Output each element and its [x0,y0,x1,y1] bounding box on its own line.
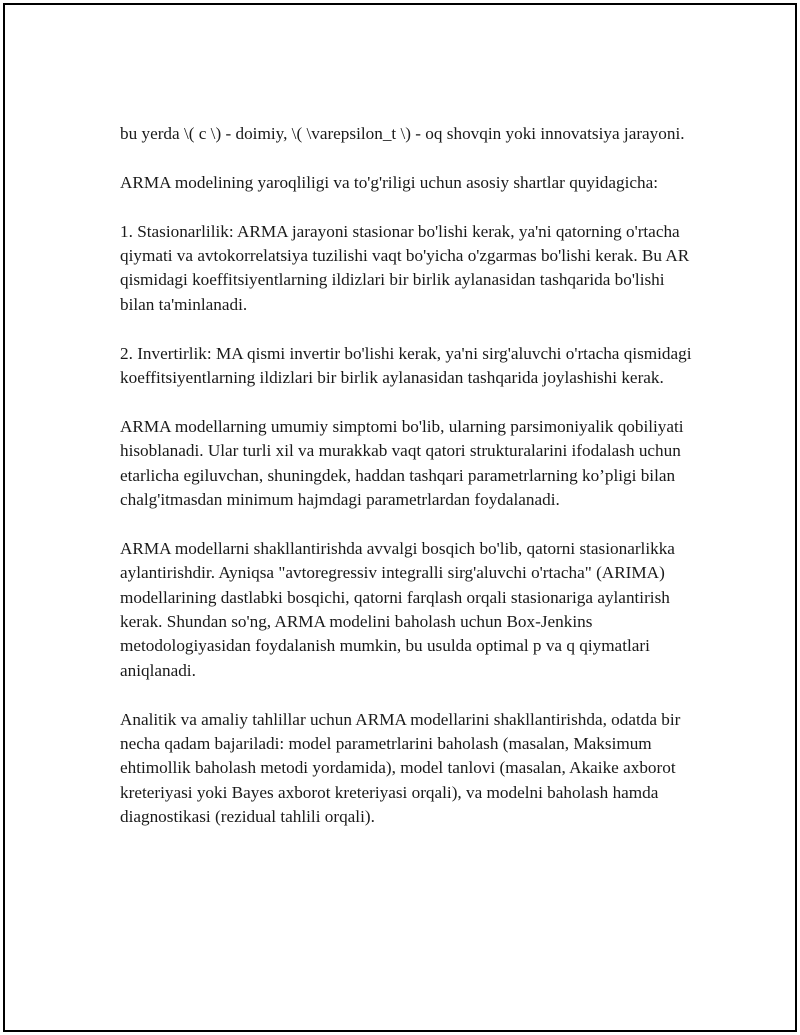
paragraph-stationarity: 1. Stasionarlilik: ARMA jarayoni stasionar bo'lishi kerak, ya'ni qatorning o'rtacha qiymati va avtokorrelatsiya tuzilishi vaqt bo'yicha o'zgarmas bo'lishi kerak. Bu AR qismidagi koeffitsiyentlarning ildizlari bir birlik aylanasidan tashqarida bo'lishi bilan ta'minlanadi. [120,221,690,314]
page-frame [3,3,797,1032]
paragraph-arima: ARMA modellarni shakllantirishda avvalgi bosqich bo'lib, qatorni stasionarlikka aylantirishdir. Ayniqsa "avtoregressiv integralli sirg'aluvchi o'rtacha" (ARIMA) modellarining dastlabki bosqichi, qatorni farqlash orqali stasionariga aylantirish kerak. Shundan so'ng, ARMA modelini baholash uchun Box-Jenkins metodologiyasidan foydalanish mumkin, bu usulda optimal p va q qiymatlari aniqlanadi. [120,538,675,680]
paragraph-conditions-intro: ARMA modelining yaroqliligi va to'g'riligi uchun asosiy shartlar quyidagicha: [120,172,658,192]
document-body [120,122,700,854]
paragraph-definitions: bu yerda \( c \) - doimiy, \( \varepsilon_t \) - oq shovqin yoki innovatsiya jarayoni. [120,124,685,143]
paragraph-invertibility: 2. Invertirlik: MA qismi invertir bo'lishi kerak, ya'ni sirg'aluvchi o'rtacha qismidagi koeffitsiyentlarning ildizlari bir birlik aylanasidan tashqarida joylashishi kerak. [120,343,692,388]
paragraph-estimation-steps: Analitik va amaliy tahlillar uchun ARMA modellarini shakllantirishda, odatda bir necha qadam bajariladi: model parametrlarini baholash (masalan, Maksimum ehtimollik baholash metodi yordamida), model tanlovi (masalan, Akaike axborot kreteriyasi yoki Bayes axborot kreteriyasi orqali), va modelni baholash hamda diagnostikasi (rezidual tahlili orqali). [120,709,681,827]
paragraph-parsimony: ARMA modellarning umumiy simptomi bo'lib, ularning parsimoniyalik qobiliyati hisoblanadi. Ular turli xil va murakkab vaqt qatori strukturalarini ifodalash uchun etarlicha egiluvchan, shuningdek, haddan tashqari parametrlarning ko’pligi bilan chalg'itmasdan minimum hajmdagi parametrlardan foydalanadi. [120,416,684,510]
